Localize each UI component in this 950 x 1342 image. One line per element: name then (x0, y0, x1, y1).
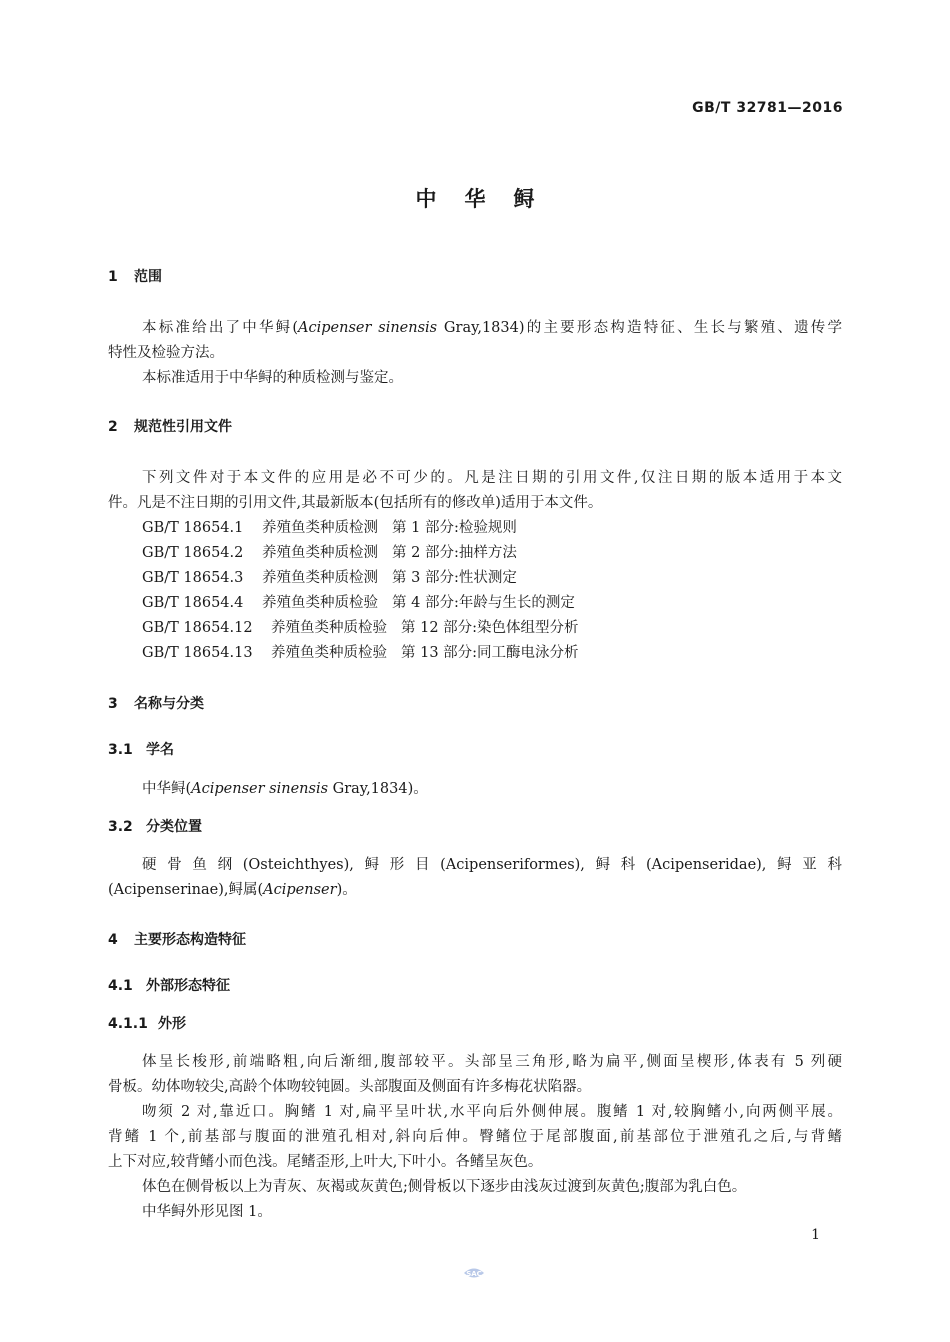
reference-name: 养殖鱼类种质检验 (271, 645, 387, 661)
reference-name: 养殖鱼类种质检测 (262, 570, 378, 586)
subsection-4-1-heading (108, 975, 230, 995)
section-number: 3 (108, 696, 118, 712)
reference-item (142, 541, 517, 562)
section-title: 名称与分类 (134, 696, 204, 712)
subsection-3-2-heading (108, 816, 202, 836)
reference-code: GB/T 18654.12 (142, 620, 253, 636)
standard-number: GB/T 32781—2016 (692, 100, 843, 116)
reference-code: GB/T 18654.1 (142, 520, 244, 536)
section-number: 4.1 (108, 978, 133, 994)
text: 中华鲟( (142, 781, 192, 797)
reference-item (142, 566, 517, 587)
reference-item (142, 616, 579, 637)
reference-code: GB/T 18654.4 (142, 595, 244, 611)
section-number: 4.1.1 (108, 1016, 148, 1032)
svg-text:SAC: SAC (466, 1270, 482, 1278)
reference-name: 养殖鱼类种质检验 (262, 595, 378, 611)
reference-part: 第 4 部分:年龄与生长的测定 (392, 595, 575, 611)
section-title: 规范性引用文件 (134, 419, 232, 435)
reference-code: GB/T 18654.13 (142, 645, 253, 661)
reference-name: 养殖鱼类种质检验 (271, 620, 387, 636)
reference-part: 第 1 部分:检验规则 (392, 520, 517, 536)
paragraph (142, 777, 428, 798)
section-1-heading (108, 266, 162, 286)
scientific-name: Acipenser (263, 882, 337, 898)
section-number: 3.2 (108, 819, 133, 835)
text: )。 (336, 882, 357, 898)
section-number: 1 (108, 269, 118, 285)
subsection-4-1-1-heading (108, 1013, 186, 1033)
text: 本标准给出了中华鲟( (142, 320, 299, 336)
section-title: 分类位置 (146, 819, 202, 835)
document-title: 中华鲟 (415, 187, 563, 211)
reference-name: 养殖鱼类种质检测 (262, 520, 378, 536)
section-number: 2 (108, 419, 118, 435)
scientific-name: Acipenser sinensis (298, 320, 438, 336)
text: Gray,1834)的主要形态构造特征、生长与繁殖、遗传学 (437, 320, 842, 336)
reference-item (142, 516, 517, 537)
section-title: 外形 (158, 1016, 186, 1032)
section-number: 3.1 (108, 742, 133, 758)
reference-code: GB/T 18654.3 (142, 570, 244, 586)
paragraph-continuation (108, 878, 357, 899)
section-4-heading (108, 929, 246, 949)
reference-item (142, 591, 575, 612)
subsection-3-1-heading (108, 739, 174, 759)
sac-logo-icon (462, 1265, 486, 1279)
reference-code: GB/T 18654.2 (142, 545, 244, 561)
paragraph: 中华鲟外形见图 1。 (142, 1204, 272, 1220)
paragraph-continuation: 件。凡是不注日期的引用文件,其最新版本(包括所有的修改单)适用于本文件。 (108, 495, 603, 511)
paragraph: 体色在侧骨板以上为青灰、灰褐或灰黄色;侧骨板以下逐步由浅灰过渡到灰黄色;腹部为乳白色。 (142, 1179, 747, 1195)
paragraph-continuation: 骨板。幼体吻较尖,高龄个体吻较钝圆。头部腹面及侧面有许多梅花状陷器。 (108, 1079, 592, 1095)
text: Gray,1834)。 (328, 781, 428, 797)
paragraph: 下列文件对于本文件的应用是必不可少的。凡是注日期的引用文件,仅注日期的版本适用于本文 (142, 470, 842, 486)
section-title: 范围 (134, 269, 162, 285)
paragraph: 硬骨鱼纲(Osteichthyes),鲟形目(Acipenseriformes),鲟科(Acipenseridae),鲟亚科 (142, 857, 842, 873)
text: (Acipenserinae),鲟属( (108, 882, 264, 898)
paragraph: 吻须 2 对,靠近口。胸鳍 1 对,扁平呈叶状,水平向后外侧伸展。腹鳍 1 对,较胸鳍小,向两侧平展。 (142, 1104, 842, 1120)
section-number: 4 (108, 932, 118, 948)
reference-part: 第 3 部分:性状测定 (392, 570, 517, 586)
paragraph-continuation: 背鳍 1 个,前基部与腹面的泄殖孔相对,斜向后伸。臀鳍位于尾部腹面,前基部位于泄殖孔之后,与背鳍 (108, 1129, 842, 1145)
section-3-heading (108, 693, 204, 713)
scientific-name: Acipenser sinensis (191, 781, 329, 797)
reference-part: 第 13 部分:同工酶电泳分析 (401, 645, 579, 661)
reference-part: 第 2 部分:抽样方法 (392, 545, 517, 561)
paragraph-continuation: 特性及检验方法。 (108, 345, 224, 361)
page-number: 1 (811, 1227, 820, 1243)
section-title: 主要形态构造特征 (134, 932, 246, 948)
section-title: 学名 (146, 742, 174, 758)
section-2-heading (108, 416, 232, 436)
reference-part: 第 12 部分:染色体组型分析 (401, 620, 579, 636)
reference-item (142, 641, 579, 662)
reference-name: 养殖鱼类种质检测 (262, 545, 378, 561)
section-title: 外部形态特征 (146, 978, 230, 994)
paragraph: 本标准适用于中华鲟的种质检测与鉴定。 (142, 370, 403, 386)
paragraph (108, 316, 842, 337)
paragraph: 体呈长梭形,前端略粗,向后渐细,腹部较平。头部呈三角形,略为扁平,侧面呈楔形,体表有 5 列硬 (142, 1054, 842, 1070)
paragraph-continuation: 上下对应,较背鳍小而色浅。尾鳍歪形,上叶大,下叶小。各鳍呈灰色。 (108, 1154, 543, 1170)
